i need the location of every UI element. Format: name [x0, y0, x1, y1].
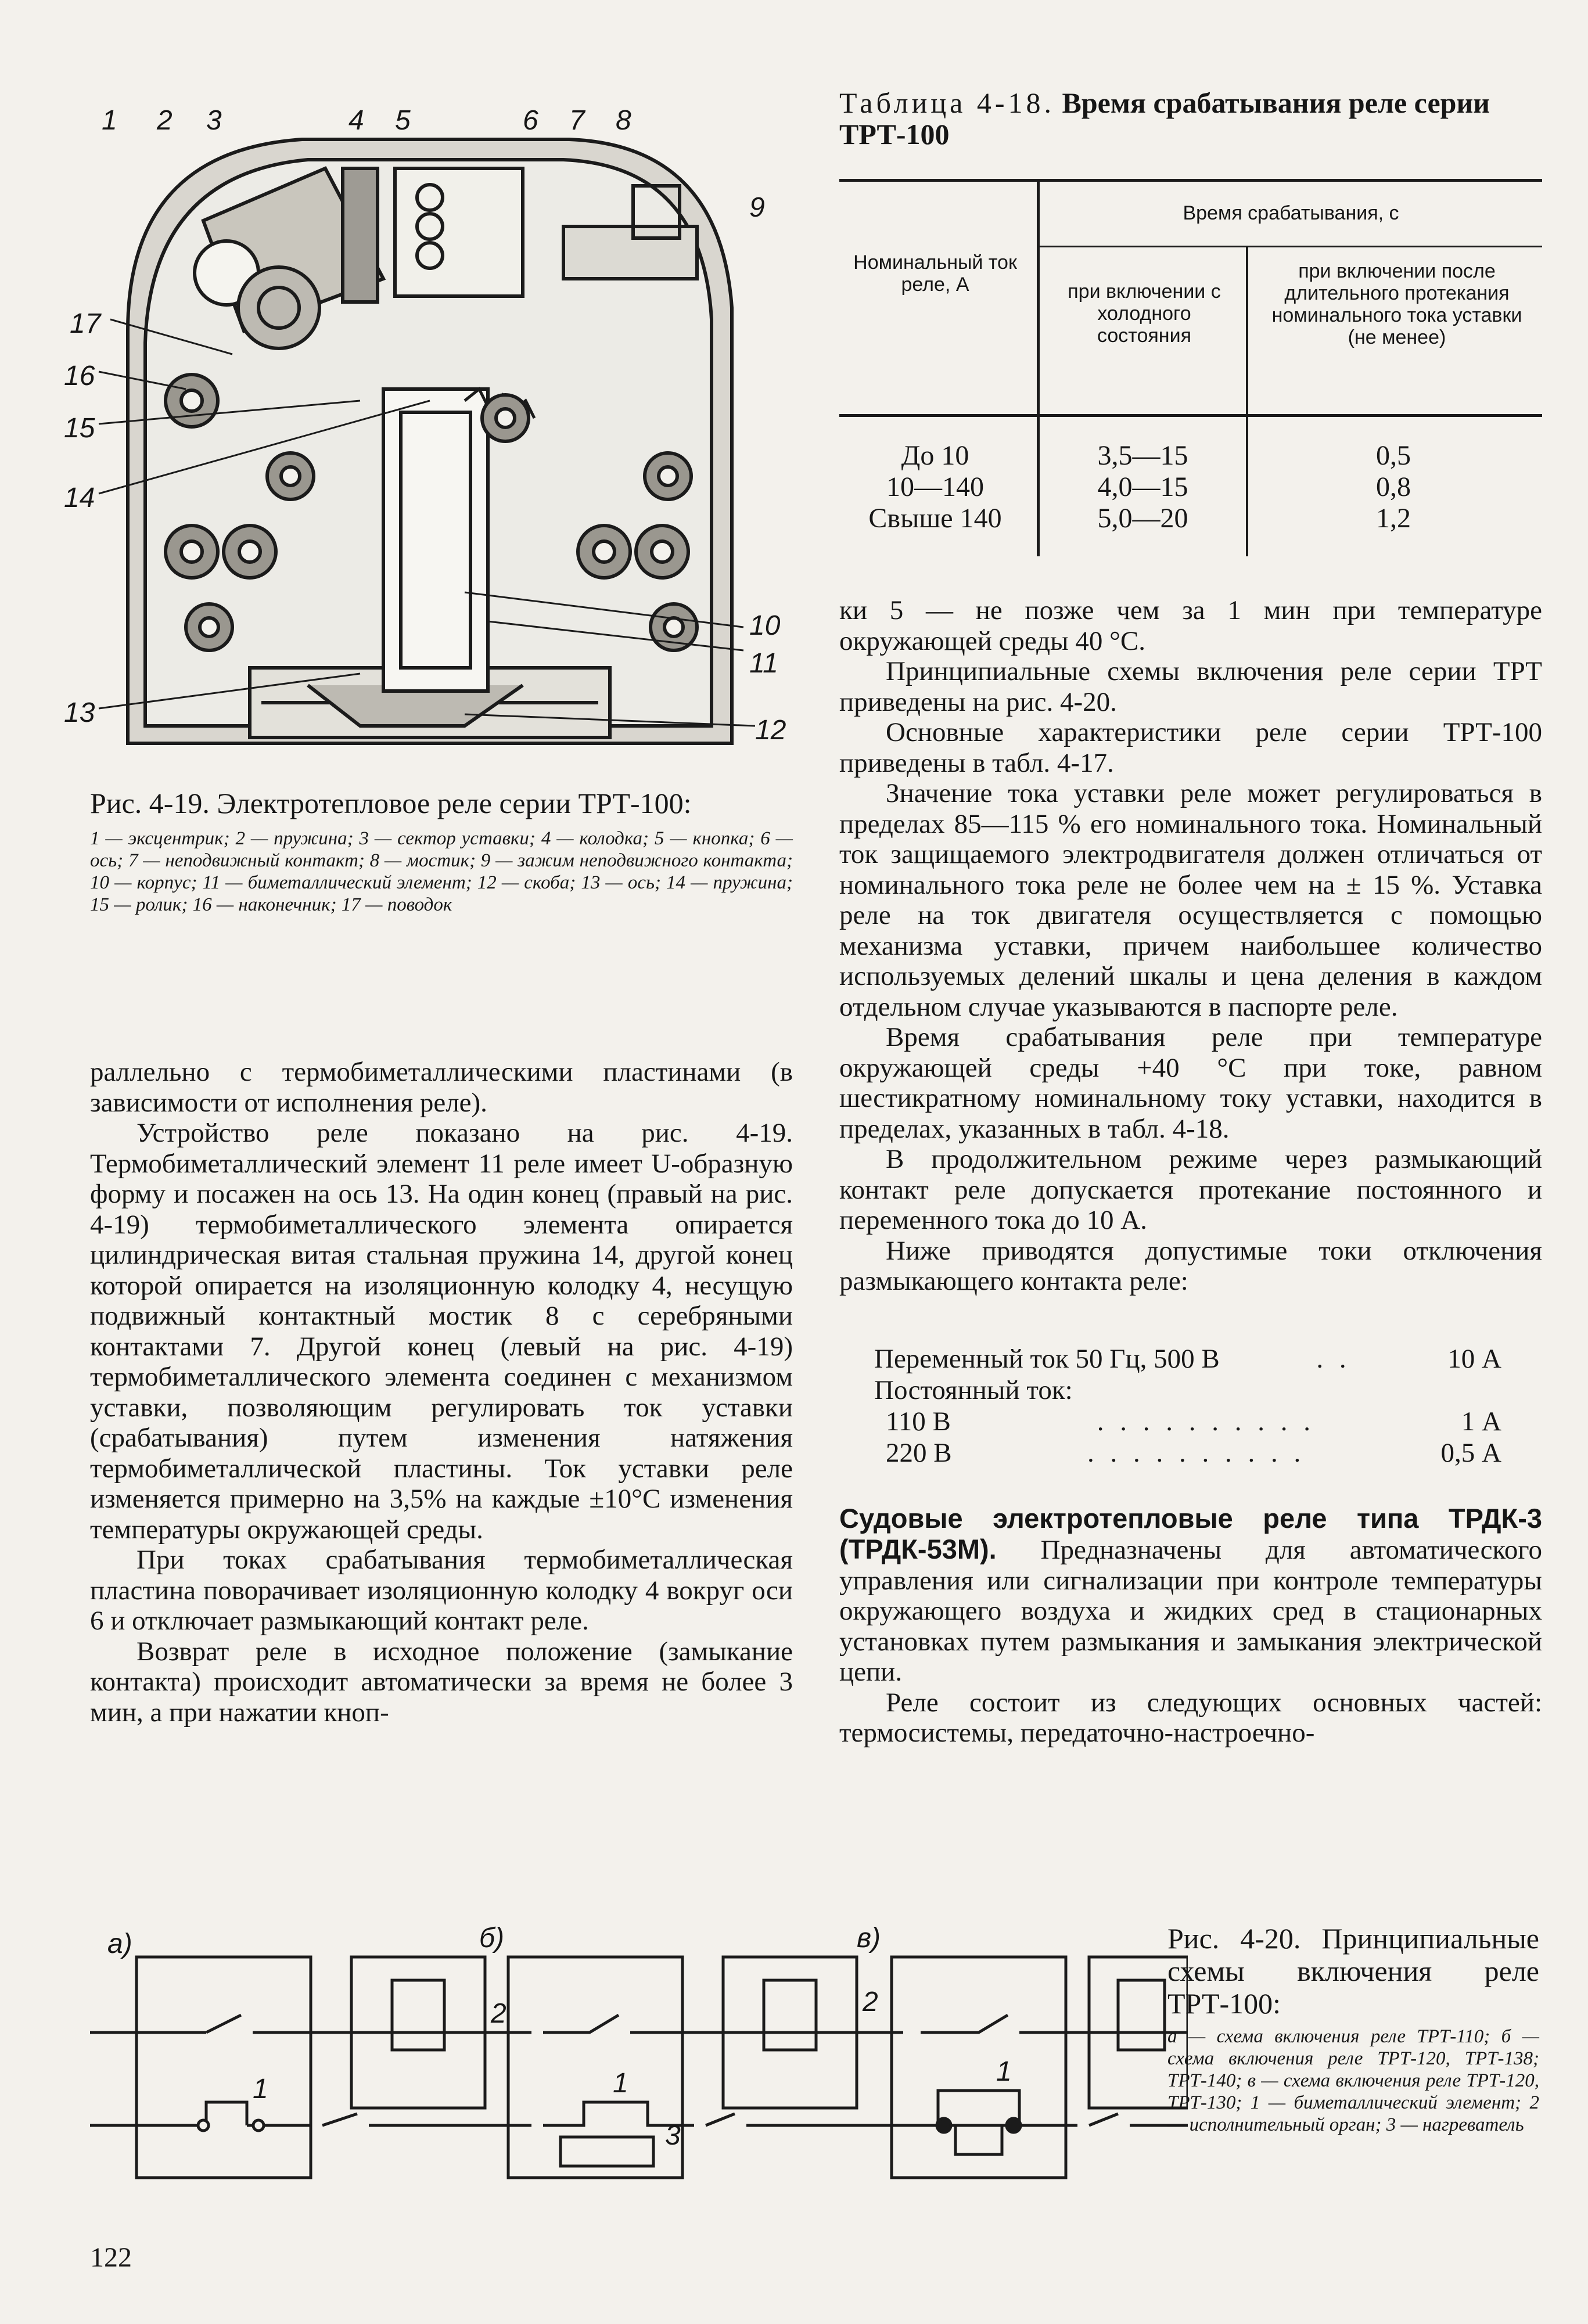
callout-14: 14 — [64, 483, 95, 513]
figure-4-19-caption-title: Рис. 4-19. Электротепловое реле серии ТРТ-100: — [90, 787, 692, 819]
current-label: Переменный ток 50 Гц, 500 В — [874, 1343, 1220, 1374]
current-label: 110 В — [886, 1406, 951, 1437]
figure-4-19-legend: 1 — эксцентрик; 2 — пружина; 3 — сектор уставки; 4 — колодка; 5 — кнопка; 6 — ось; 7 — неподвижный контакт; 8 — мостик; 9 — зажим неподвижного контакта; 10 — корпус; 11 — биметаллический элемент; 12 — скоба; 13 — ось; 14 — пружина; 15 — ролик; 16 — наконечник; 17 — поводок — [90, 828, 793, 915]
callout-actuator-a: 2 — [491, 1998, 506, 2029]
figure-4-20-caption-title: Рис. 4-20. Принципиальные схемы включения реле ТРТ-100: — [1167, 1922, 1539, 2020]
circuit-schemes — [90, 1928, 1188, 2183]
section-heading-rest: Предназначены для автоматического управления или сигнализации при контроле температуры окружающего воздуха и жидких сред в стационарных установках путем размыкания и замыкания электрической цепи. — [839, 1535, 1542, 1687]
callout-17: 17 — [70, 308, 101, 339]
right-paragraph-6: В продолжительном режиме через размыкающий контакт реле допускается протекание постоянного и переменного тока до 10 А. — [839, 1144, 1542, 1235]
current-row — [874, 1437, 1501, 1469]
figure-4-20-caption — [1167, 1922, 1539, 2136]
table-header-group: Время срабатывания, с — [1183, 202, 1399, 224]
right-column — [839, 595, 1542, 1749]
table-cell-after: 0,5 — [1376, 440, 1411, 471]
right-paragraph-2: Принципиальные схемы включения реле серии ТРТ приведены на рис. 4-20. — [839, 656, 1542, 717]
callout-5: 5 — [395, 105, 411, 136]
table-4-18 — [839, 87, 1542, 556]
relay-drawing — [58, 87, 813, 767]
callout-bimetal-v: 1 — [996, 2056, 1012, 2087]
callout-bimetal-b: 1 — [613, 2068, 628, 2099]
right-paragraph-8 — [839, 1503, 1542, 1688]
left-paragraph-2: Устройство реле показано на рис. 4-19. Термобиметаллический элемент 11 реле имеет U-образную форму и посажен на ось 13. На один конец (правый на рис. 4-19) термобиметаллического элемента опирается цилиндрическая витая стальная пружина 14, другой конец которой опирается на изоляционную колодку 4, несущую подвижный контактный мостик 8 с серебряными контактами 7. Другой конец (левый на рис. 4-19) термобиметаллического элемента соединен с механизмом уставки, позволяющим регулировать ток уставки (срабатывания) путем изменения натяжения термобиметаллической пластины. Ток уставки реле изменяется примерно на 3,5% на каждые ±10°С изменения температуры окружающей среды. — [90, 1118, 793, 1545]
callout-2: 2 — [157, 105, 173, 136]
current-value: 0,5 А — [1440, 1437, 1501, 1468]
callout-11: 11 — [749, 648, 778, 679]
callout-actuator-b: 2 — [863, 1987, 878, 2017]
page-number: 122 — [90, 2242, 132, 2273]
callout-10: 10 — [749, 610, 781, 641]
right-paragraph-1: ки 5 — не позже чем за 1 мин при температуре окружающей среды 40 °С. — [839, 595, 1542, 656]
table-cell-cold: 5,0—20 — [1097, 503, 1188, 534]
left-column — [90, 1057, 793, 1728]
callout-4: 4 — [349, 105, 364, 136]
left-paragraph-3: При токах срабатывания термобиметаллическая пластина поворачивает изоляционную колодку 4 вокруг оси 6 и отключает размыкающий контакт реле. — [90, 1545, 793, 1636]
table-cell-after: 1,2 — [1376, 503, 1411, 534]
figure-4-20 — [90, 1923, 1188, 2183]
table-cell-current: До 10 — [901, 440, 969, 471]
breaking-currents-list — [874, 1343, 1501, 1469]
scheme-v-label: в) — [857, 1923, 881, 1954]
callout-13: 13 — [64, 697, 95, 728]
table-title — [839, 87, 1542, 150]
callout-bimetal-a: 1 — [253, 2074, 268, 2104]
right-paragraph-3: Основные характеристики реле серии ТРТ-100 приведены в табл. 4-17. — [839, 717, 1542, 778]
current-row — [874, 1343, 1501, 1375]
section-heading-trdk: Судовые электротепловые реле типа ТРДК-3 (ТРДК-53М). — [839, 1502, 1542, 1564]
callout-12: 12 — [755, 715, 786, 746]
current-dots: . . — [1316, 1343, 1351, 1374]
left-paragraph-4: Возврат реле в исходное положение (замыкание контакта) происходит автоматически за время не более 3 мин, а при нажатии кноп- — [90, 1636, 793, 1728]
callout-heater-b: 3 — [665, 2120, 681, 2151]
scheme-a-label: а) — [107, 1929, 132, 1959]
figure-4-19-caption — [90, 787, 793, 916]
right-paragraph-4: Значение тока уставки реле может регулироваться в пределах 85—115 % его номинального тока. Номинальный ток защищаемого электродвигателя должен отличаться от номинального тока реле не более чем на ± 15 %. Уставка реле на ток двигателя осуществляется с помощью механизма уставки, причем наибольшее количество используемых делений шкалы и цена деления в каждом отдельном случае указываются в паспорте реле. — [839, 778, 1542, 1022]
callout-7: 7 — [569, 105, 585, 136]
right-paragraph-9: Реле состоит из следующих основных частей: термосистемы, передаточно-настроечно- — [839, 1687, 1542, 1748]
current-row — [874, 1375, 1501, 1406]
current-dots: . . . . . . . . . . — [1087, 1437, 1306, 1468]
figure-4-19 — [58, 87, 813, 767]
right-paragraph-7: Ниже приводятся допустимые токи отключения размыкающего контакта реле: — [839, 1235, 1542, 1296]
current-row — [874, 1406, 1501, 1437]
left-paragraph-1: раллельно с термобиметаллическими пластинами (в зависимости от исполнения реле). — [90, 1057, 793, 1118]
current-value: 10 А — [1447, 1343, 1501, 1374]
current-value: 1 А — [1461, 1406, 1501, 1437]
table-cell-current: 10—140 — [886, 472, 984, 502]
table-cell-cold: 3,5—15 — [1097, 440, 1188, 471]
table-cell-cold: 4,0—15 — [1097, 472, 1188, 502]
callout-16: 16 — [64, 361, 95, 391]
current-label: Постоянный ток: — [874, 1375, 1073, 1405]
callout-6: 6 — [523, 105, 538, 136]
figure-4-20-legend: а — схема включения реле ТРТ-110; б — схема включения реле ТРТ-120, ТРТ-138; ТРТ-140; в — схема включения реле ТРТ-120, ТРТ-130; 1 — биметаллический элемент; 2 — исполнительный орган; 3 — нагреватель — [1167, 2026, 1539, 2135]
right-paragraph-5: Время срабатывания реле при температуре окружающей среды +40 °С при токе, равном шестикратному номинальному току уставки, находится в пределах, указанных в табл. 4-18. — [839, 1022, 1542, 1144]
current-label: 220 В — [886, 1437, 952, 1468]
table-header-current: Номинальный ток реле, А — [853, 251, 1017, 296]
table-body — [839, 440, 1542, 556]
callout-1: 1 — [102, 105, 117, 136]
table-title-text: Время срабатывания реле серии ТРТ-100 — [839, 87, 1490, 150]
callout-9: 9 — [749, 192, 765, 223]
callout-3: 3 — [206, 105, 222, 136]
current-dots: . . . . . . . . . . — [1097, 1406, 1315, 1437]
table-cell-after: 0,8 — [1376, 472, 1411, 502]
table-cell-current: Свыше 140 — [868, 503, 1002, 534]
table-header-after: при включении после длительного протекания номинального тока уставки (не менее) — [1271, 260, 1522, 348]
callout-8: 8 — [616, 105, 631, 136]
callout-15: 15 — [64, 413, 95, 444]
table-title-label: Таблица 4-18. — [839, 87, 1055, 119]
table-header-cold: при включении с холодного состояния — [1068, 280, 1221, 347]
table-header — [839, 179, 1542, 417]
scheme-b-label: б) — [479, 1923, 504, 1954]
